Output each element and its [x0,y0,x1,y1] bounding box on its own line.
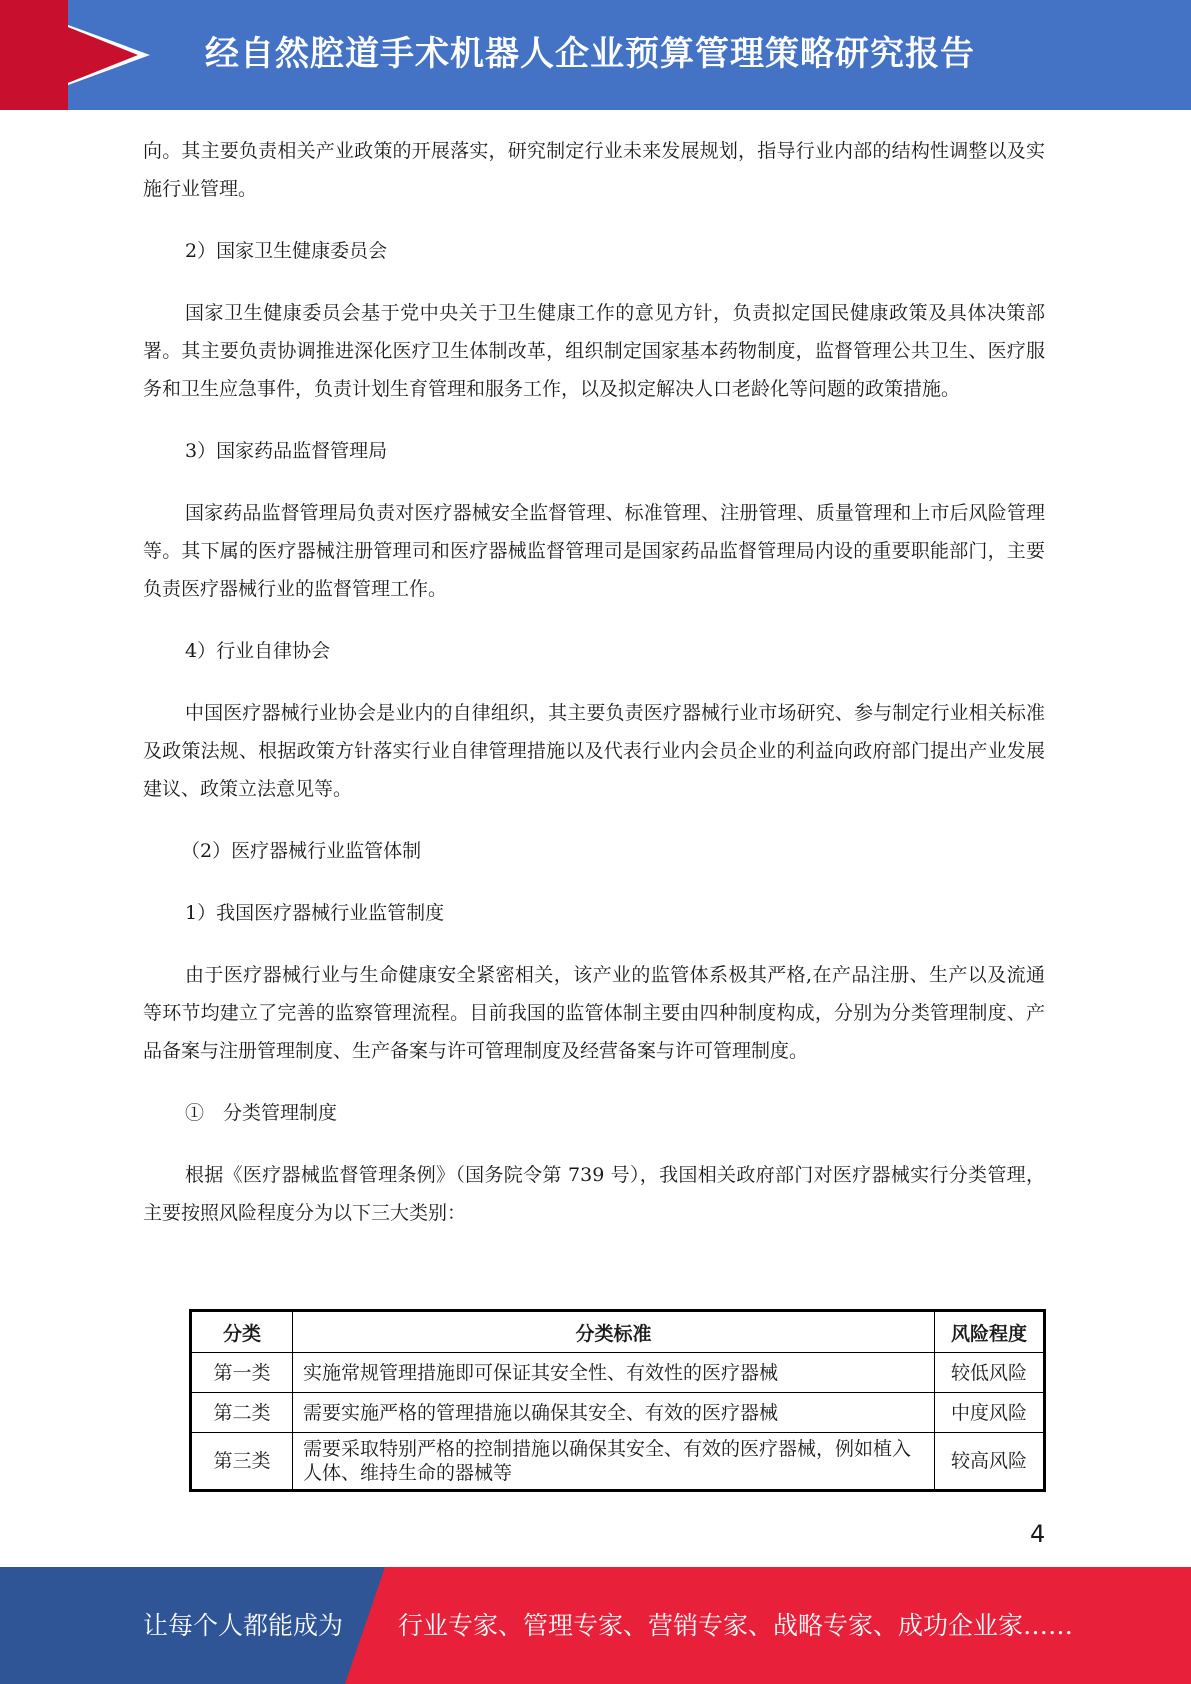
subheading-industry-association: 4）行业自律协会 [185,640,331,662]
paragraph-drug-administration: 国家药品监督管理局负责对医疗器械安全监督管理、标准管理、注册管理、质量管理和上市后风险管理等。其下属的医疗器械注册管理司和医疗器械监督管理司是国家药品监督管理局内设的重要职能部门，主要负责医疗器械行业的监督管理工作。 [143,502,1045,600]
table-cell-category: 第一类 [191,1353,293,1393]
footer-banner [0,1567,1191,1684]
classification-table [189,1309,1046,1492]
table-header-risk: 风险程度 [935,1311,1045,1353]
paragraph-industry-association: 中国医疗器械行业协会是业内的自律组织，其主要负责医疗器械行业市场研究、参与制定行业相关标准及政策法规、根据政策方针落实行业自律管理措施以及代表行业内会员企业的利益向政府部门提出产业发展建议、政策立法意见等。 [143,702,1045,800]
table-header-row [191,1311,1045,1353]
footer-slogan-left: 让每个人都能成为 [143,1611,344,1640]
table-cell-standard: 需要采取特别严格的控制措施以确保其安全、有效的医疗器械，例如植入人体、维持生命的器械等 [293,1433,935,1491]
header-banner [0,0,1191,110]
table-row [191,1433,1045,1491]
paragraph-continuation: 向。其主要负责相关产业政策的开展落实，研究制定行业未来发展规划，指导行业内部的结构性调整以及实施行业管理。 [143,140,1045,200]
table-header-standard: 分类标准 [293,1311,935,1353]
table-row [191,1393,1045,1433]
page-number: 4 [1030,1520,1046,1548]
classification-table-wrapper [189,1309,1046,1492]
paragraph-classification: 根据《医疗器械监督管理条例》（国务院令第 739 号），我国相关政府部门对医疗器械实行分类管理，主要按照风险程度分为以下三大类别： [143,1164,1045,1224]
paragraph-regulatory-system: 由于医疗器械行业与生命健康安全紧密相关，该产业的监管体系极其严格,在产品注册、生产以及流通等环节均建立了完善的监察管理流程。目前我国的监管体制主要由四种制度构成，分别为分类管理制度、产品备案与注册管理制度、生产备案与许可管理制度及经营备案与许可管理制度。 [143,964,1045,1062]
report-title: 经自然腔道手术机器人企业预算管理策略研究报告 [205,34,975,74]
table-cell-category: 第二类 [191,1393,293,1433]
table-header-category: 分类 [191,1311,293,1353]
body-content [143,132,1045,1256]
subheading-regulatory-system: 1）我国医疗器械行业监管制度 [185,902,445,924]
subheading-drug-administration: 3）国家药品监督管理局 [185,440,388,462]
subheading-classification: ① 分类管理制度 [185,1102,338,1124]
table-cell-risk: 较低风险 [935,1353,1045,1393]
table-row [191,1353,1045,1393]
paragraph-health-commission: 国家卫生健康委员会基于党中央关于卫生健康工作的意见方针，负责拟定国民健康政策及具体决策部署。其主要负责协调推进深化医疗卫生体制改革，组织制定国家基本药物制度，监督管理公共卫生、医疗服务和卫生应急事件，负责计划生育管理和服务工作，以及拟定解决人口老龄化等问题的政策措施。 [143,302,1045,400]
table-cell-risk: 中度风险 [935,1393,1045,1433]
section-heading-regulatory-system: （2）医疗器械行业监管体制 [181,840,422,862]
header-red-block [0,0,68,110]
footer-slogan-right: 行业专家、管理专家、营销专家、战略专家、成功企业家…… [398,1611,1074,1640]
table-cell-standard: 需要实施严格的管理措施以确保其安全、有效的医疗器械 [293,1393,935,1433]
table-cell-category: 第三类 [191,1433,293,1491]
table-cell-standard: 实施常规管理措施即可保证其安全性、有效性的医疗器械 [293,1353,935,1393]
subheading-health-commission: 2）国家卫生健康委员会 [185,240,388,262]
table-cell-risk: 较高风险 [935,1433,1045,1491]
